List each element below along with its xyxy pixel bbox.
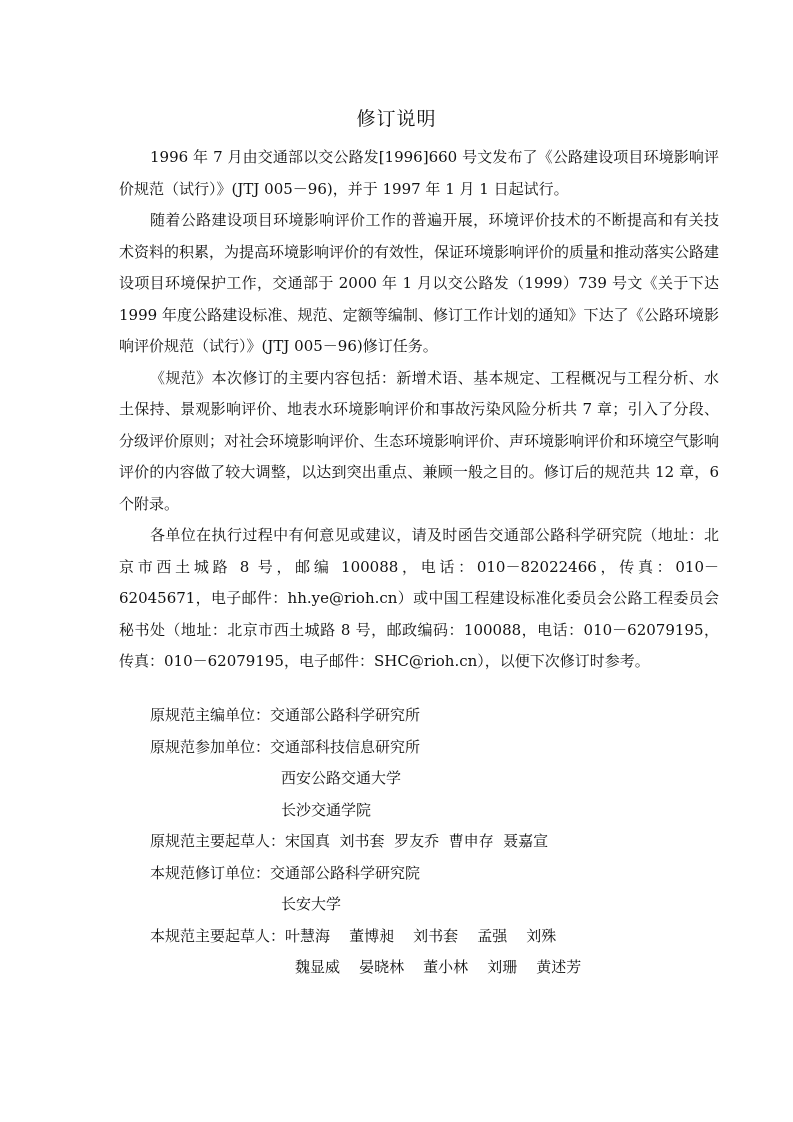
credit-value: 长安大学 — [281, 895, 342, 913]
credit-label: 原规范主要起草人： — [150, 832, 286, 850]
credit-row-revision-unit-cont — [150, 889, 581, 921]
credit-row-orig-drafters — [150, 826, 581, 858]
credit-row-orig-participants — [150, 732, 581, 764]
paragraph-background: 随着公路建设项目环境影响评价工作的普遍开展，环境评价技术的不断提高和有关技术资料的积累，为提高环境影响评价的有效性，保证环境影响评价的质量和推动落实公路建设项目环境保护工作，交通部于 2000 年 1 月以交公路发（1999）739 号文《关于下达 1999 年度公路建设标准、规范、定额等编制、修订工作计划的通知》下达了《公路环境影响评价规范（试行）》(JTJ 005－96)修订任务。 — [119, 211, 720, 355]
credit-row-orig-editor — [150, 700, 581, 732]
credit-label: 本规范主要起草人： — [150, 926, 286, 945]
credit-value: 交通部公路科学研究所 — [270, 706, 421, 724]
paragraph-feedback-contact: 各单位在执行过程中有何意见或建议，请及时函告交通部公路科学研究院（地址：北京市西土城路 8 号，邮编 100088，电话：010－82022466，传真：010－62045671，电子邮件：hh.ye@rioh.cn）或中国工程建设标准化委员会公路工程委员会秘书处（地址：北京市西土城路 8 号，邮政编码：100088，电话：010－62079195，传真：010－62079195，电子邮件：SHC@rioh.cn），以便下次修订时参考。 — [119, 526, 719, 670]
credit-row-revision-unit — [150, 858, 581, 890]
credit-value: 叶慧海 董博昶 刘书套 孟强 刘殊 — [285, 926, 557, 945]
paragraph-history: 1996 年 7 月由交通部以交公路发[1996]660 号文发布了《公路建设项目环境影响评价规范（试行）》(JTJ 005－96)，并于 1997 年 1 月 1 日起试行。 — [119, 148, 719, 198]
credit-value: 长沙交通学院 — [281, 800, 372, 819]
credit-label: 原规范主编单位： — [150, 706, 271, 724]
credit-value: 交通部科技信息研究所 — [270, 737, 421, 756]
credit-row-orig-participants-cont — [150, 763, 581, 795]
page-title: 修订说明 — [356, 108, 437, 130]
credit-row-orig-participants-cont — [150, 795, 581, 827]
paragraph-revision-content: 《规范》本次修订的主要内容包括：新增术语、基本规定、工程概况与工程分析、水土保持、景观影响评价、地表水环境影响评价和事故污染风险分析共 7 章；引入了分段、分级评价原则；对社会环境影响评价、生态环境影响评价、声环境影响评价和环境空气影响评价的内容做了较大调整，以达到突出重点、兼顾一般之目的。修订后的规范共 12 章，6 个附录。 — [119, 368, 720, 513]
credit-value: 宋国真 刘书套 罗友乔 曹申存 聂嘉宣 — [285, 832, 549, 850]
revision-notes-body — [119, 142, 719, 678]
credit-label: 原规范参加单位： — [150, 737, 271, 756]
credit-value: 魏显威 晏晓林 董小林 刘珊 黄述芳 — [295, 958, 582, 976]
credits-section — [150, 700, 581, 984]
credit-row-drafters — [150, 921, 581, 953]
credit-value: 交通部公路科学研究院 — [270, 863, 421, 882]
credit-label: 本规范修订单位： — [150, 863, 271, 882]
credit-row-drafters-cont — [150, 952, 581, 984]
credit-value: 西安公路交通大学 — [281, 769, 402, 787]
